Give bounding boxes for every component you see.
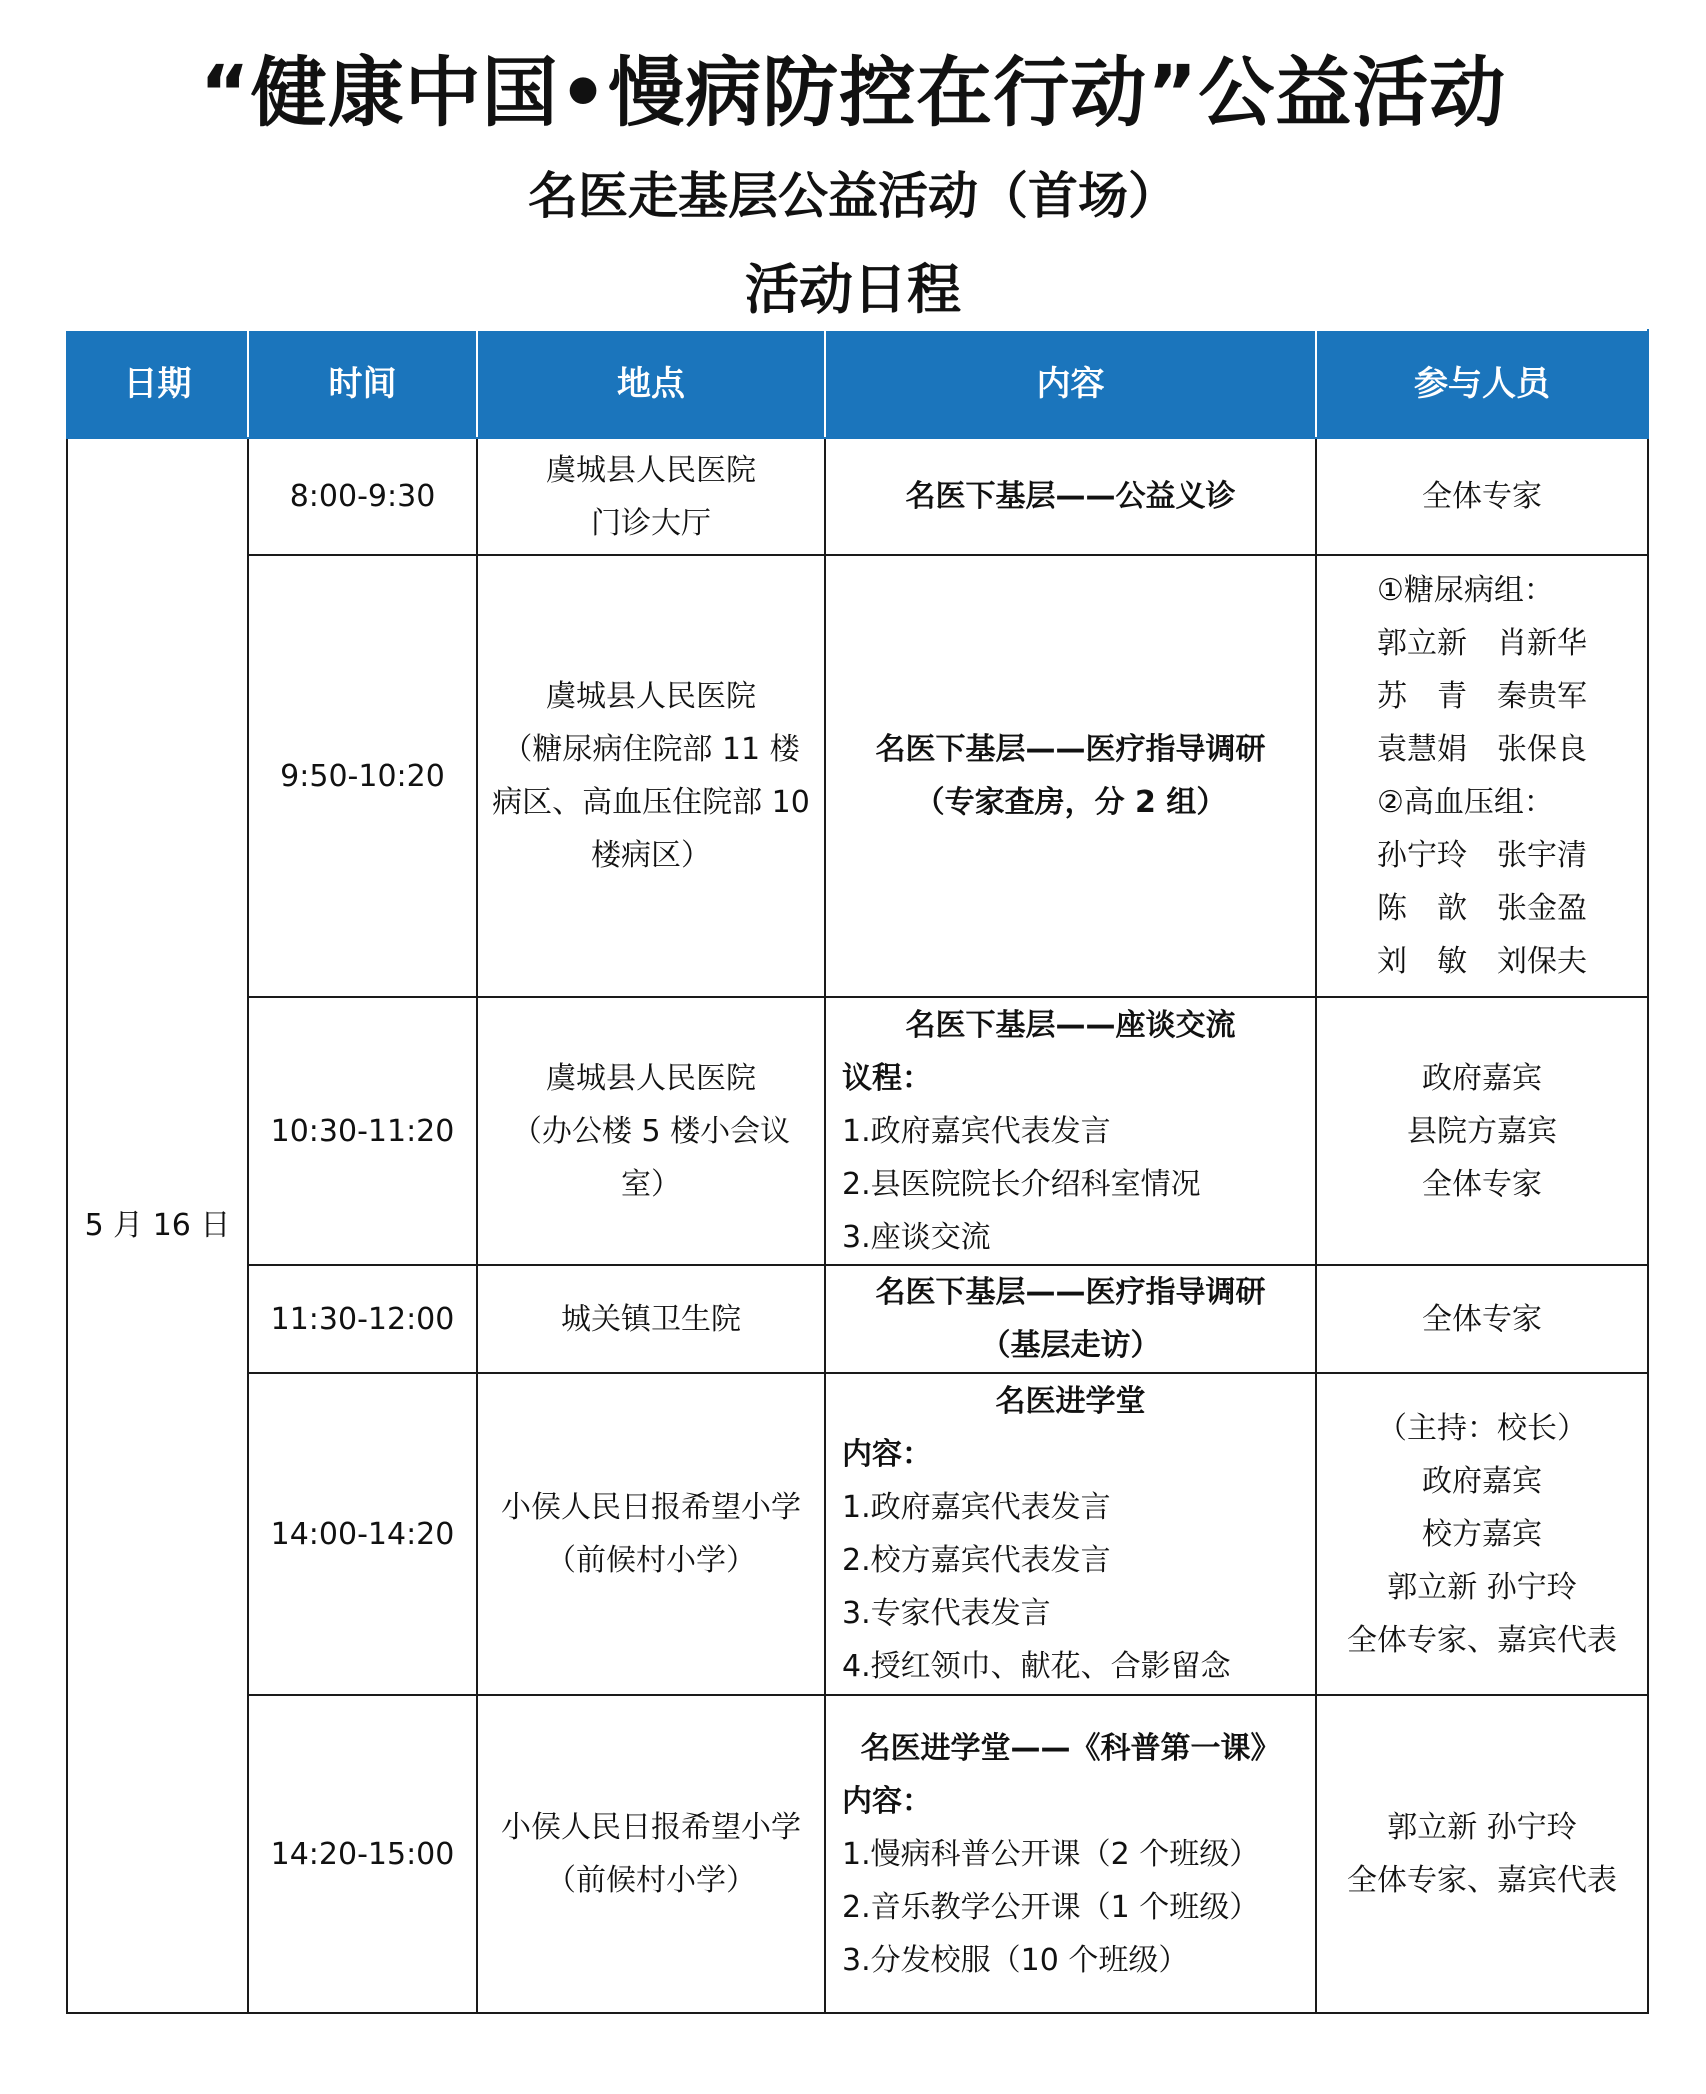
people-line: 郭立新 孙宁玲 [1387,1569,1577,1605]
people-cell [1316,1265,1648,1373]
content-title: 名医进学堂 [995,1384,1146,1419]
people-line: 全体专家、嘉宾代表 [1347,1863,1617,1898]
table-row [67,1695,1648,2013]
place-line: 楼病区） [591,838,711,873]
content-item: 4.授红领巾、献花、合影留念 [842,1649,1231,1684]
place-line: 城关镇卫生院 [561,1301,741,1337]
date-cell: 5 月 16 日 [67,438,248,2013]
content-title: （基层走访） [980,1328,1161,1363]
table-row [67,997,1648,1265]
people-line: ①糖尿病组： [1377,573,1554,608]
content-label: 内容： [842,1783,932,1819]
content-title: 名医进学堂——《科普第一课》 [860,1730,1281,1766]
place-line: （办公楼 5 楼小会议 [511,1113,791,1149]
content-label: 议程： [842,1060,932,1096]
people-line: ②高血压组： [1377,785,1554,820]
table-row [67,438,1648,555]
place-line: 病区、高血压住院部 10 [492,785,810,820]
people-cell [1316,997,1648,1265]
people-line: 郭立新 孙宁玲 [1387,1810,1577,1845]
people-line: 全体专家、嘉宾代表 [1347,1622,1617,1658]
people-cell [1316,1695,1648,2013]
header-date: 日期 [67,330,248,438]
content-cell [825,438,1316,555]
content-title: 名医下基层——医疗指导调研 [875,732,1266,767]
schedule-heading: 活动日程 [745,258,961,321]
people-line: 政府嘉宾 [1422,1463,1542,1499]
page-subtitle: 名医走基层公益活动（首场） [528,167,1178,225]
place-line: 虞城县人民医院 [546,1060,756,1096]
people-line: 刘 敏 刘保夫 [1377,944,1587,979]
people-line: 郭立新 肖新华 [1377,626,1587,661]
content-cell [825,1373,1316,1695]
place-line: （前候村小学） [546,1863,756,1898]
content-item: 2.县医院院长介绍科室情况 [842,1166,1201,1202]
place-cell [477,1373,825,1695]
people-line: 全体专家 [1422,1166,1542,1202]
people-line: 陈 歆 张金盈 [1377,891,1587,926]
content-item: 2.音乐教学公开课（1 个班级） [842,1889,1260,1925]
place-line: 小侯人民日报希望小学 [501,1810,801,1845]
content-title: 名医下基层——医疗指导调研 [875,1275,1266,1310]
content-title: （专家查房，分 2 组） [914,785,1227,820]
page-title: “健康中国•慢病防控在行动”公益活动 [199,48,1507,137]
people-line: 政府嘉宾 [1422,1060,1542,1096]
schedule-table [66,329,1649,2014]
time-cell: 11:30-12:00 [248,1265,477,1373]
content-cell [825,1695,1316,2013]
content-item: 1.政府嘉宾代表发言 [842,1490,1111,1525]
time-cell: 14:20-15:00 [248,1695,477,2013]
table-row [67,555,1648,997]
people-line: 全体专家 [1422,1301,1542,1337]
content-item: 3.专家代表发言 [842,1596,1051,1631]
content-label: 内容： [842,1437,932,1472]
people-line: 苏 青 秦贵军 [1377,679,1587,714]
content-cell [825,555,1316,997]
time-cell: 10:30-11:20 [248,997,477,1265]
place-line: 门诊大厅 [591,505,711,541]
place-line: 小侯人民日报希望小学 [501,1490,801,1525]
people-line: 县院方嘉宾 [1407,1113,1557,1149]
people-line: 校方嘉宾 [1422,1516,1542,1552]
schedule-body [67,438,1648,2013]
place-line: （前候村小学） [546,1543,756,1578]
place-cell [477,1265,825,1373]
place-line: （糖尿病住院部 11 楼 [502,732,800,767]
content-title: 名医下基层——公益义诊 [905,479,1236,514]
people-line: 孙宁玲 张宇清 [1377,838,1587,873]
place-cell [477,997,825,1265]
place-line: 室） [621,1166,681,1202]
content-item: 3.分发校服（10 个班级） [842,1942,1189,1978]
place-line: 虞城县人民医院 [546,679,756,714]
time-cell: 8:00-9:30 [248,438,477,555]
time-cell: 14:00-14:20 [248,1373,477,1695]
header-people: 参与人员 [1316,330,1648,438]
table-row [67,1265,1648,1373]
header-time: 时间 [248,330,477,438]
place-cell [477,438,825,555]
people-cell [1316,1373,1648,1695]
people-cell [1316,438,1648,555]
content-item: 1.慢病科普公开课（2 个班级） [842,1836,1260,1872]
place-cell [477,555,825,997]
people-list [1377,564,1587,988]
people-line: （主持：校长） [1377,1410,1587,1446]
table-header-row [67,330,1648,438]
place-line: 虞城县人民医院 [546,452,756,488]
content-cell [825,997,1316,1265]
content-item: 2.校方嘉宾代表发言 [842,1543,1111,1578]
time-cell: 9:50-10:20 [248,555,477,997]
header-place: 地点 [477,330,825,438]
content-cell [825,1265,1316,1373]
header-content: 内容 [825,330,1316,438]
people-line: 全体专家 [1422,479,1542,514]
content-item: 1.政府嘉宾代表发言 [842,1113,1111,1149]
content-item: 3.座谈交流 [842,1219,991,1255]
content-title: 名医下基层——座谈交流 [905,1007,1236,1043]
table-row [67,1373,1648,1695]
people-line: 袁慧娟 张保良 [1377,732,1587,767]
place-cell [477,1695,825,2013]
people-cell [1316,555,1648,997]
